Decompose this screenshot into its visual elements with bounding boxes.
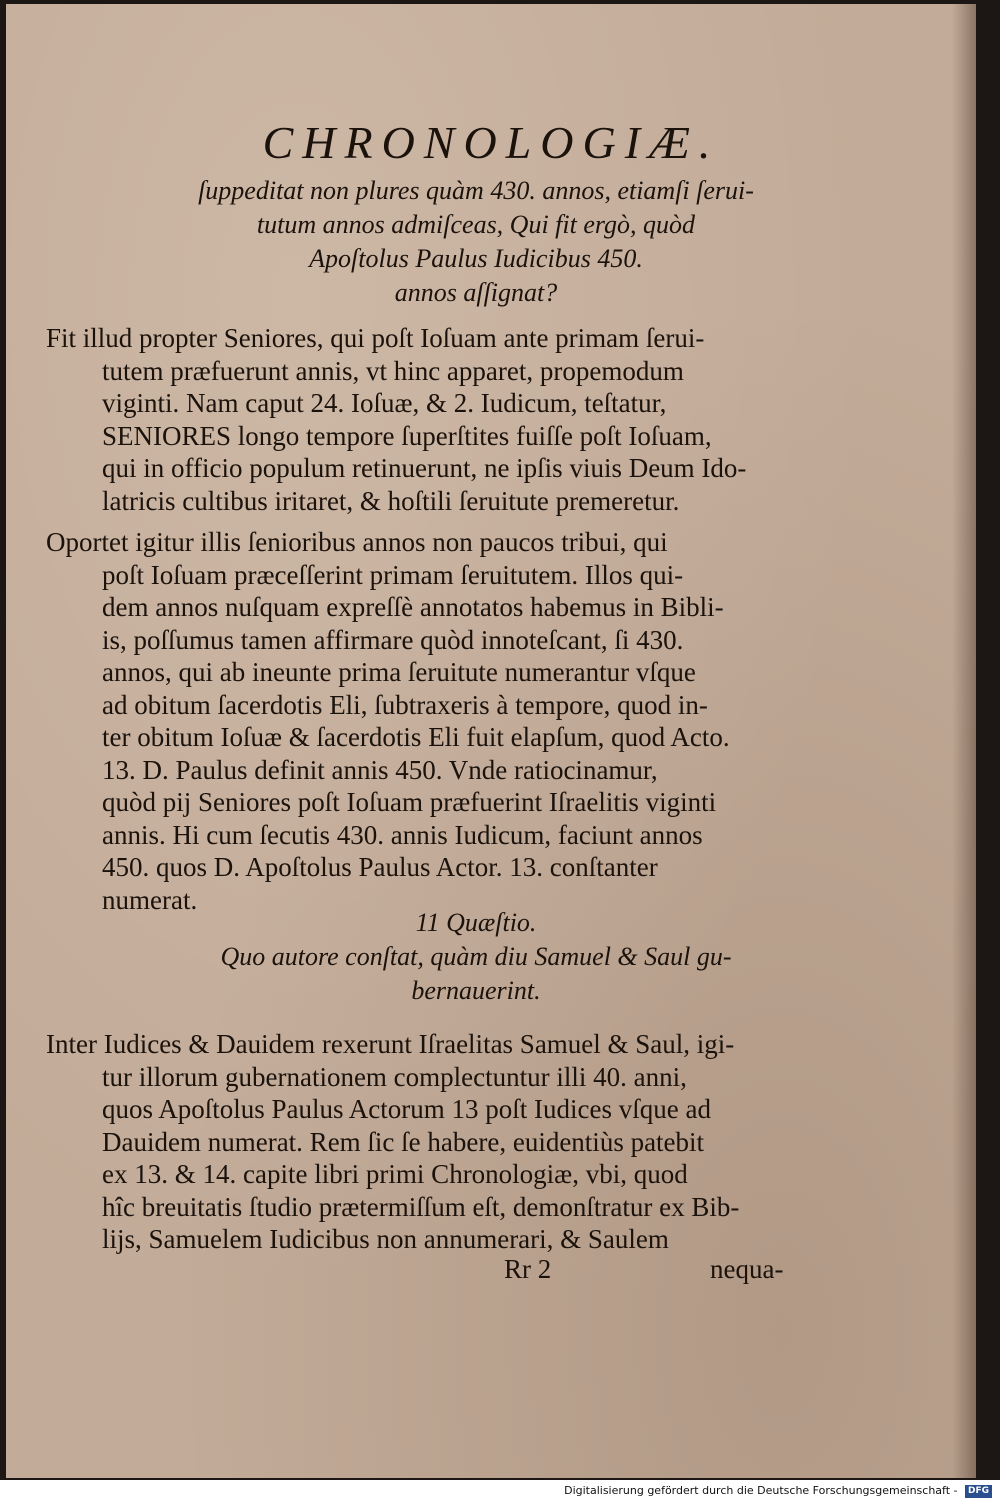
question-intro-line: ſuppeditat non plures quàm 430. annos, etiamſi ſerui- (198, 176, 754, 205)
text-line: viginti. Nam caput 24. Ioſuæ, & 2. Iudicum, teſtatur, (102, 388, 667, 418)
text-line: Inter Iudices & Dauidem rexerunt Iſraelitas Samuel & Saul, igi- (46, 1029, 735, 1059)
text-line: annis. Hi cum ſecutis 430. annis Iudicum, faciunt annos (102, 819, 703, 850)
text-line: hîc breuitatis ſtudio prætermiſſum eſt, demonſtratur ex Bib- (102, 1191, 740, 1222)
text-line: poſt Ioſuam præceſſerint primam ſeruitutem. Illos qui- (102, 559, 684, 590)
text-line: ex 13. & 14. capite libri primi Chronologiæ, vbi, quod (102, 1159, 688, 1189)
paragraph-1 (46, 322, 822, 517)
paragraph-2 (46, 526, 822, 916)
text-line: quòd pij Seniores poſt Ioſuam præfuerint Iſraelitis viginti (102, 787, 717, 817)
question-number: 11 Quæſtio. (415, 908, 537, 937)
signature-mark: Rr 2 (504, 1254, 552, 1284)
text-line: latricis cultibus iritaret, & hoſtili ſeruitute premeretur. (102, 485, 680, 516)
text-line: annos, qui ab ineunte prima ſeruitute numerantur vſque (102, 657, 696, 687)
text-line: dem annos nuſquam expreſſè annotatos habemus in Bibli- (102, 592, 724, 622)
text-line: is, poſſumus tamen affirmare quòd innoteſcant, ſi 430. (102, 624, 684, 655)
digitization-footer (0, 1480, 1000, 1501)
paragraph-3 (46, 1028, 822, 1256)
book-page (6, 4, 976, 1478)
question-intro-line: annos aſſignat? (394, 278, 558, 307)
text-line: quos Apoſtolus Paulus Actorum 13 poſt Iudices vſque ad (102, 1094, 711, 1124)
text-line: Dauidem numerat. Rem ſic ſe habere, euidentiùs patebit (102, 1126, 705, 1157)
text-line: lijs, Samuelem Iudicibus non annumerari, & Saulem (102, 1224, 669, 1254)
question-heading (96, 906, 856, 1008)
text-line: 13. D. Paulus definit annis 450. Vnde ratiocinamur, (102, 754, 658, 785)
footer-text: Digitalisierung gefördert durch die Deutsche Forschungsgemeinschaft - (564, 1484, 958, 1497)
question-intro-line: tutum annos admiſceas, Qui fit ergò, quòd (256, 210, 696, 239)
text-line: Fit illud propter Seniores, qui poſt Ioſuam ante primam ſerui- (46, 323, 705, 353)
text-line: SENIORES longo tempore ſuperſtites fuiſſe poſt Ioſuam, (102, 420, 712, 451)
page-edge-shadow (952, 4, 976, 1478)
question-intro (96, 174, 856, 310)
text-line: qui in officio populum retinuerunt, ne ipſis viuis Deum Ido- (102, 453, 747, 483)
question-line: bernauerint. (411, 976, 541, 1005)
text-line: 450. quos D. Apoſtolus Paulus Actor. 13. conſtanter (102, 852, 658, 882)
text-line: ad obitum ſacerdotis Eli, ſubtraxeris à tempore, quod in- (102, 689, 708, 720)
question-line: Quo autore conſtat, quàm diu Samuel & Saul gu- (220, 942, 732, 971)
text-line: numerat. (102, 884, 198, 915)
catchword: nequa- (710, 1254, 784, 1284)
running-title: CHRONOLOGIÆ. (262, 117, 720, 168)
text-line: ter obitum Ioſuæ & ſacerdotis Eli fuit elapſum, quod Acto. (102, 722, 730, 752)
text-line: tur illorum gubernationem complectuntur illi 40. anni, (102, 1061, 687, 1092)
dfg-logo: DFG (965, 1485, 992, 1498)
text-line: Oportet igitur illis ſenioribus annos non paucos tribui, qui (46, 527, 668, 557)
text-line: tutem præfuerunt annis, vt hinc apparet, propemodum (102, 355, 684, 386)
question-intro-line: Apoſtolus Paulus Iudicibus 450. (309, 244, 643, 273)
